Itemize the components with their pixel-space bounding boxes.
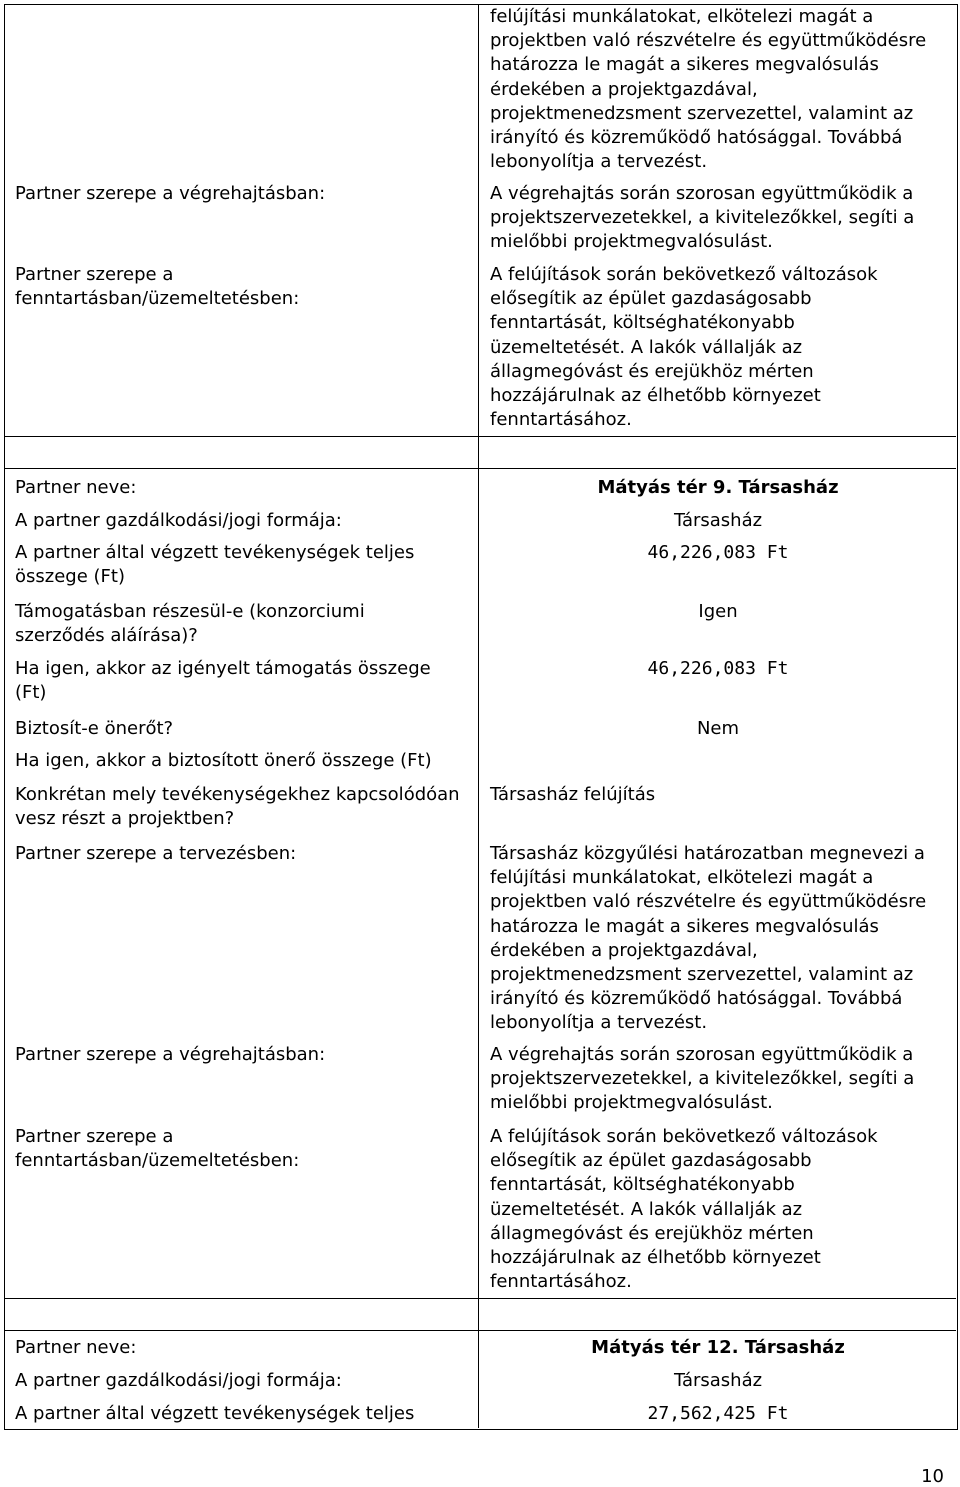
fenntartas-label: Partner szerepe a fenntartásban/üzemeltetésben: (15, 1126, 300, 1172)
requested-support-label: Ha igen, akkor az igényelt támogatás összege (Ft) (15, 658, 431, 704)
row-separator (4, 1330, 956, 1331)
page-number: 10 (921, 1466, 944, 1487)
fenntartas-value: A felújítások során bekövetkező változások elősegítik az épület gazdaságosabb fenntartását, költséghatékonyabb üzemeltetését. A lakók vállalják az állagmegóvást és erejükhöz mérten hozzájárulnak az élhetőbb környezet fenntartásához. (490, 1126, 878, 1293)
activities-value: Társasház felújítás (490, 784, 656, 805)
support-value: Igen (698, 601, 738, 622)
vegrehajtas-value: A végrehajtás során szorosan együttműködik a projektszervezetekkel, a kivitelezőkkel, segíti a mielőbbi projektmegvalósulást. (490, 183, 915, 253)
legal-form-label: A partner gazdálkodási/jogi formája: (15, 1370, 342, 1391)
activities-total-label: A partner által végzett tevékenységek teljes összege (Ft) (15, 542, 415, 588)
own-contribution-label: Biztosít-e önerőt? (15, 718, 174, 739)
activities-total-label: A partner által végzett tevékenységek teljes (15, 1403, 415, 1424)
legal-form-label: A partner gazdálkodási/jogi formája: (15, 510, 342, 531)
support-label: Támogatásban részesül-e (konzorciumi szerződés aláírása)? (15, 601, 365, 647)
vegrehajtas-value: A végrehajtás során szorosan együttműködik a projektszervezetekkel, a kivitelezőkkel, segíti a mielőbbi projektmegvalósulást. (490, 1044, 915, 1114)
activities-total-value: 27,562,425 Ft (647, 1403, 789, 1424)
tervezes-label: Partner szerepe a tervezésben: (15, 843, 297, 864)
vegrehajtas-label: Partner szerepe a végrehajtásban: (15, 1044, 326, 1065)
activities-total-value: 46,226,083 Ft (647, 542, 789, 563)
partner-name-value: Mátyás tér 12. Társasház (591, 1337, 845, 1358)
row-separator (4, 468, 956, 469)
fenntartas-label: Partner szerepe a fenntartásban/üzemeltetésben: (15, 264, 300, 310)
legal-form-value: Társasház (673, 1370, 763, 1391)
row-separator (4, 1298, 956, 1299)
vegrehajtas-label: Partner szerepe a végrehajtásban: (15, 183, 326, 204)
own-contribution-amount-label: Ha igen, akkor a biztosított önerő összege (Ft) (15, 750, 432, 771)
activities-label: Konkrétan mely tevékenységekhez kapcsolódóan vesz részt a projektben? (15, 784, 460, 830)
column-divider (478, 4, 479, 1428)
fenntartas-value: A felújítások során bekövetkező változások elősegítik az épület gazdaságosabb fenntartását, költséghatékonyabb üzemeltetését. A lakók vállalják az állagmegóvást és erejükhöz mérten hozzájárulnak az élhetőbb környezet fenntartásához. (490, 264, 878, 431)
tervezes-value-continued: felújítási munkálatokat, elkötelezi magát a projektben való részvételre és együttműködésre határozza le magát a sikeres megvalósulás érdekében a projektgazdával, projektmenedzsment szervezettel, valamint az irányító és közreműködő hatósággal. Továbbá lebonyolítja a tervezést. (490, 6, 927, 173)
partner-name-label: Partner neve: (15, 1337, 137, 1358)
partner-name-label: Partner neve: (15, 477, 137, 498)
own-contribution-value: Nem (696, 718, 740, 739)
row-separator (4, 436, 956, 437)
tervezes-value: Társasház közgyűlési határozatban megnevezi a felújítási munkálatokat, elkötelezi magát a projektben való részvételre és együttműködésre határozza le magát a sikeres megvalósulás érdekében a projektgazdával, projektmenedzsment szervezettel, valamint az irányító és közreműködő hatósággal. Továbbá lebonyolítja a tervezést. (490, 843, 927, 1034)
requested-support-value: 46,226,083 Ft (647, 658, 789, 679)
legal-form-value: Társasház (673, 510, 763, 531)
partner-name-value: Mátyás tér 9. Társasház (597, 477, 839, 498)
